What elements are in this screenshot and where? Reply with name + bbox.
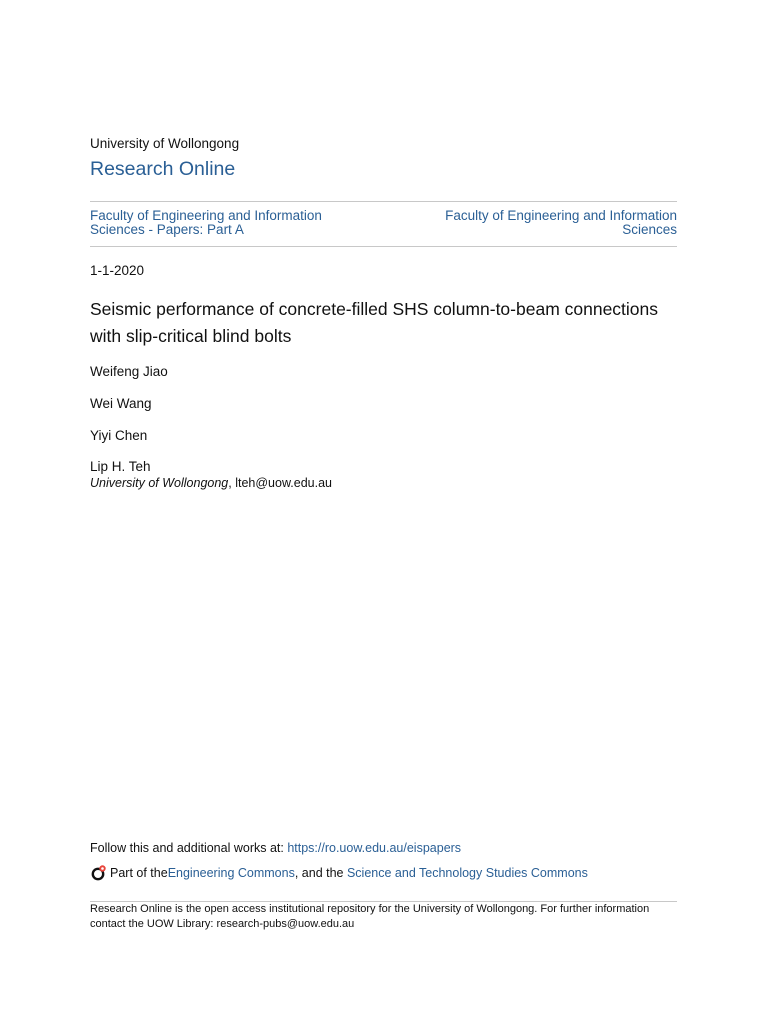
affiliation-separator: , bbox=[228, 476, 236, 490]
institution-name: University of Wollongong bbox=[90, 136, 240, 151]
author-name: Wei Wang bbox=[90, 396, 152, 411]
publication-date: 1-1-2020 bbox=[90, 263, 145, 278]
series-link-part-a[interactable]: Faculty of Engineering and Information Sciences - Papers: Part A bbox=[90, 208, 322, 237]
divider-top bbox=[90, 201, 677, 202]
author-name: Lip H. Teh bbox=[90, 459, 151, 474]
author-name: Weifeng Jiao bbox=[90, 364, 168, 379]
follow-prefix: Follow this and additional works at: bbox=[90, 841, 288, 855]
affiliation-institution: University of Wollongong bbox=[90, 476, 229, 490]
follow-works-line bbox=[90, 841, 461, 855]
commons-prefix: Part of the bbox=[110, 866, 168, 880]
author-name: Yiyi Chen bbox=[90, 428, 148, 443]
repository-footer-note: Research Online is the open access institutional repository for the University of Wollongong. For further information contact the UOW Library: research-pubs@uow.edu.au bbox=[90, 903, 650, 930]
engineering-commons-link[interactable]: Engineering Commons bbox=[167, 866, 295, 880]
eispapers-link[interactable]: https://ro.uow.edu.au/eispapers bbox=[287, 841, 462, 855]
divider-middle bbox=[90, 246, 677, 247]
repository-link[interactable]: Research Online bbox=[90, 158, 236, 180]
series-link-faculty[interactable]: Faculty of Engineering and Information Sciences bbox=[445, 208, 677, 237]
sts-commons-link[interactable]: Science and Technology Studies Commons bbox=[346, 866, 588, 880]
affiliation-email: lteh@uow.edu.au bbox=[235, 476, 333, 490]
paper-title: Seismic performance of concrete-filled SHS column-to-beam connections with slip-critical blind bolts bbox=[90, 299, 659, 346]
commons-line bbox=[90, 864, 588, 882]
commons-middle: , and the bbox=[294, 866, 347, 880]
bepress-network-icon bbox=[90, 864, 108, 882]
author-affiliation bbox=[90, 476, 332, 490]
